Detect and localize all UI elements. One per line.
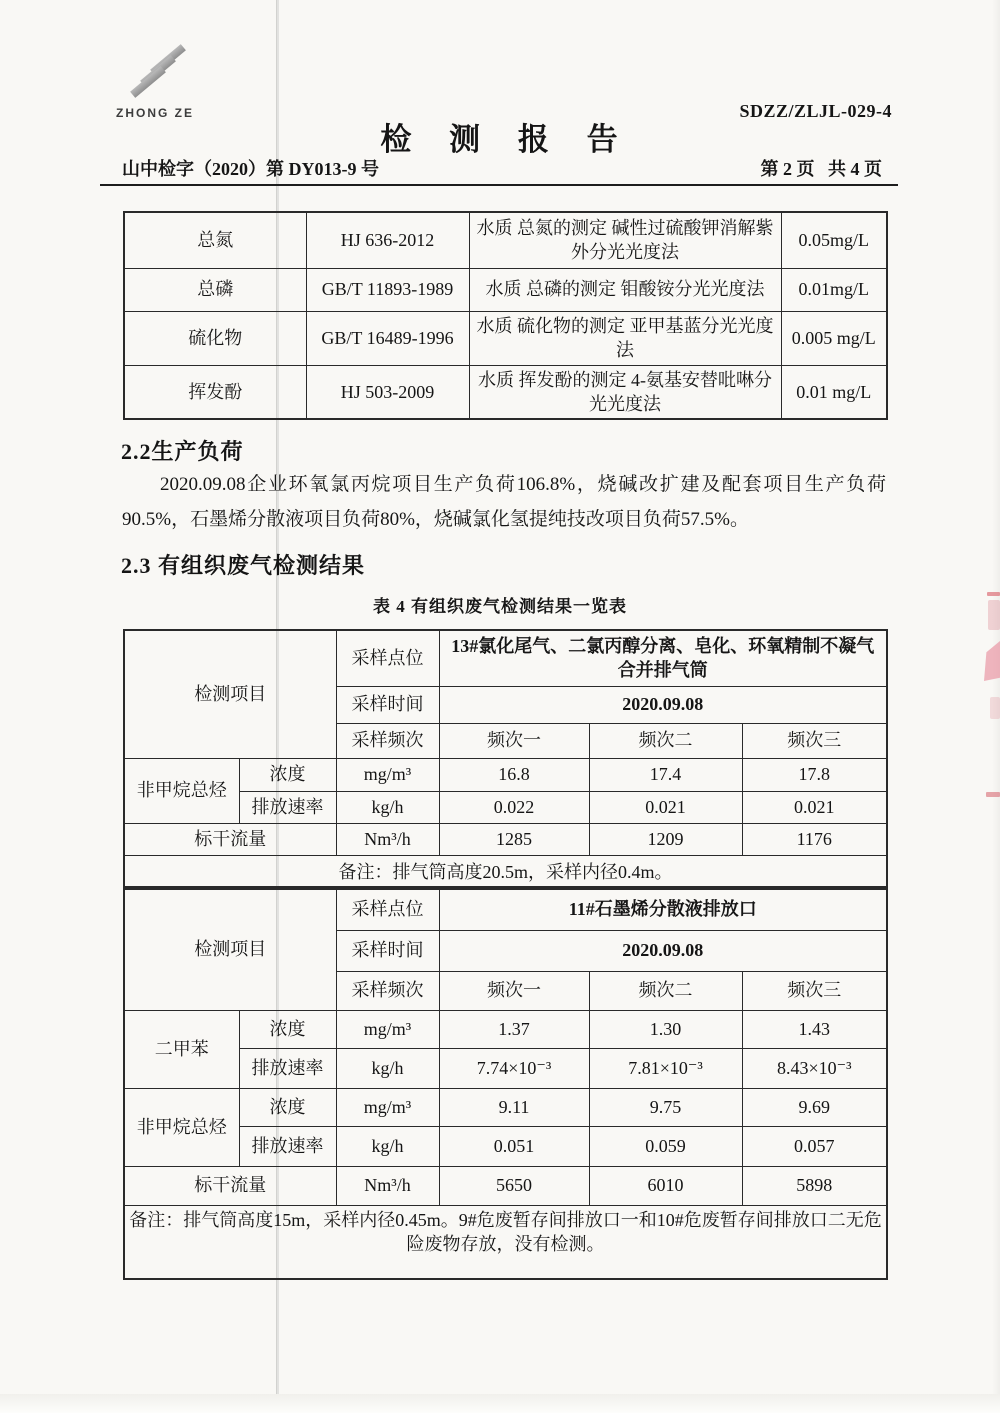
item-header-cell: 检测项目 (124, 887, 336, 1010)
value-cell: 0.059 (589, 1126, 742, 1166)
scan-bottom-shadow (0, 1394, 1000, 1413)
metric-label: 浓度 (239, 1088, 336, 1126)
section-heading-2-3: 2.3 有组织废气检测结果 (121, 553, 366, 578)
page-number-info: 第 2 页 共 4 页 (760, 159, 882, 179)
report-title: 检 测 报 告 (380, 122, 620, 157)
method-cell: 水质 挥发酚的测定 4-氨基安替吡啉分光光度法 (469, 365, 781, 419)
unit-cell: kg/h (336, 791, 439, 823)
table-4-caption: 表 4 有组织废气检测结果一览表 (373, 597, 627, 616)
value-cell: 6010 (589, 1166, 742, 1205)
header-divider (100, 184, 898, 186)
value-cell: 0.021 (589, 791, 742, 823)
sampling-time-value: 2020.09.08 (439, 686, 887, 723)
section-heading-2-2: 2.2生产负荷 (121, 439, 244, 464)
analysis-methods-table (123, 211, 888, 420)
value-cell: 0.021 (742, 791, 887, 823)
table-row (124, 1048, 887, 1088)
table-row (124, 758, 887, 791)
table-row (124, 1126, 887, 1166)
table-row (124, 630, 887, 686)
frequency-label: 采样频次 (336, 723, 439, 758)
value-cell: 1176 (742, 823, 887, 855)
unit-cell: mg/m³ (336, 758, 439, 791)
value-cell: 17.4 (589, 758, 742, 791)
unit-cell: mg/m³ (336, 1010, 439, 1048)
remark-cell: 备注：排气筒高度15m，采样内径0.45m。9#危废暂存间排放口一和10#危废暂存间排放口二无危险废物存放，没有检测。 (124, 1205, 887, 1279)
sampling-time-label: 采样时间 (336, 686, 439, 723)
waste-gas-table-1 (123, 629, 888, 890)
table-row (124, 212, 887, 268)
method-cell: 水质 总磷的测定 钼酸铵分光光度法 (469, 268, 781, 311)
sampling-point-value: 13#氯化尾气、二氯丙醇分离、皂化、环氧精制不凝气合并排气筒 (439, 630, 887, 686)
table-row (124, 365, 887, 419)
value-cell: 1209 (589, 823, 742, 855)
table-row (124, 1166, 887, 1205)
value-cell: 9.69 (742, 1088, 887, 1126)
flow-label: 标干流量 (124, 823, 336, 855)
production-load-paragraph: 2020.09.08企业环氧氯丙烷项目生产负荷106.8%，烧碱改扩建及配套项目生产负荷90.5%，石墨烯分散液项目负荷80%，烧碱氯化氢提纯技改项目负荷57.5%。 (122, 474, 886, 530)
table-row (124, 1010, 887, 1048)
table-row (124, 268, 887, 311)
report-number: 山中检字（2020）第 DY013-9 号 (122, 159, 379, 179)
standard-cell: GB/T 11893-1989 (306, 268, 469, 311)
metric-label: 排放速率 (239, 791, 336, 823)
standard-cell: HJ 636-2012 (306, 212, 469, 268)
table-row (124, 887, 887, 930)
frequency-label: 采样频次 (336, 971, 439, 1010)
pollutant-name: 非甲烷总烃 (124, 758, 239, 823)
value-cell: 0.022 (439, 791, 589, 823)
metric-label: 浓度 (239, 758, 336, 791)
frequency-col-2: 频次二 (589, 723, 742, 758)
company-logo (116, 50, 206, 124)
value-cell: 5650 (439, 1166, 589, 1205)
value-cell: 9.11 (439, 1088, 589, 1126)
value-cell: 16.8 (439, 758, 589, 791)
flow-label: 标干流量 (124, 1166, 336, 1205)
frequency-col-3: 频次三 (742, 971, 887, 1010)
value-cell: 1.30 (589, 1010, 742, 1048)
table-row (124, 791, 887, 823)
table-row (124, 1088, 887, 1126)
metric-label: 排放速率 (239, 1048, 336, 1088)
waste-gas-table-2 (123, 886, 888, 1280)
table-row (124, 1205, 887, 1279)
value-cell: 7.81×10⁻³ (589, 1048, 742, 1088)
metric-label: 浓度 (239, 1010, 336, 1048)
value-cell: 0.051 (439, 1126, 589, 1166)
value-cell: 9.75 (589, 1088, 742, 1126)
standard-cell: HJ 503-2009 (306, 365, 469, 419)
limit-cell: 0.01 mg/L (781, 365, 887, 419)
table-row (124, 823, 887, 855)
pollutant-name: 非甲烷总烃 (124, 1088, 239, 1166)
frequency-col-3: 频次三 (742, 723, 887, 758)
item-header-cell: 检测项目 (124, 630, 336, 758)
unit-cell: kg/h (336, 1126, 439, 1166)
value-cell: 1285 (439, 823, 589, 855)
sampling-point-value: 11#石墨烯分散液排放口 (439, 887, 887, 930)
value-cell: 8.43×10⁻³ (742, 1048, 887, 1088)
value-cell: 0.057 (742, 1126, 887, 1166)
unit-cell: kg/h (336, 1048, 439, 1088)
table-row (124, 855, 887, 889)
unit-cell: Nm³/h (336, 1166, 439, 1205)
stamp-fragment-icon (986, 792, 1000, 797)
frequency-col-1: 频次一 (439, 723, 589, 758)
stamp-fragment-icon (990, 697, 1000, 719)
sampling-point-label: 采样点位 (336, 887, 439, 930)
document-code: SDZZ/ZLJL-029-4 (739, 101, 892, 121)
unit-cell: mg/m³ (336, 1088, 439, 1126)
limit-cell: 0.01mg/L (781, 268, 887, 311)
value-cell: 1.43 (742, 1010, 887, 1048)
parameter-cell: 总磷 (124, 268, 306, 311)
parameter-cell: 挥发酚 (124, 365, 306, 419)
sampling-time-value: 2020.09.08 (439, 930, 887, 971)
metric-label: 排放速率 (239, 1126, 336, 1166)
table-row (124, 311, 887, 365)
pollutant-name: 二甲苯 (124, 1010, 239, 1088)
limit-cell: 0.005 mg/L (781, 311, 887, 365)
frequency-col-1: 频次一 (439, 971, 589, 1010)
logo-brand-text: ZHONG ZE (116, 106, 194, 120)
value-cell: 5898 (742, 1166, 887, 1205)
value-cell: 7.74×10⁻³ (439, 1048, 589, 1088)
limit-cell: 0.05mg/L (781, 212, 887, 268)
frequency-col-2: 频次二 (589, 971, 742, 1010)
sampling-time-label: 采样时间 (336, 930, 439, 971)
value-cell: 1.37 (439, 1010, 589, 1048)
standard-cell: GB/T 16489-1996 (306, 311, 469, 365)
unit-cell: Nm³/h (336, 823, 439, 855)
method-cell: 水质 硫化物的测定 亚甲基蓝分光光度法 (469, 311, 781, 365)
sampling-point-label: 采样点位 (336, 630, 439, 686)
parameter-cell: 硫化物 (124, 311, 306, 365)
logo-stripe (130, 66, 166, 98)
value-cell: 17.8 (742, 758, 887, 791)
logo-stripes-icon (128, 50, 198, 102)
method-cell: 水质 总氮的测定 碱性过硫酸钾消解紫外分光光度法 (469, 212, 781, 268)
remark-cell: 备注：排气筒高度20.5m，采样内径0.4m。 (124, 855, 887, 889)
parameter-cell: 总氮 (124, 212, 306, 268)
